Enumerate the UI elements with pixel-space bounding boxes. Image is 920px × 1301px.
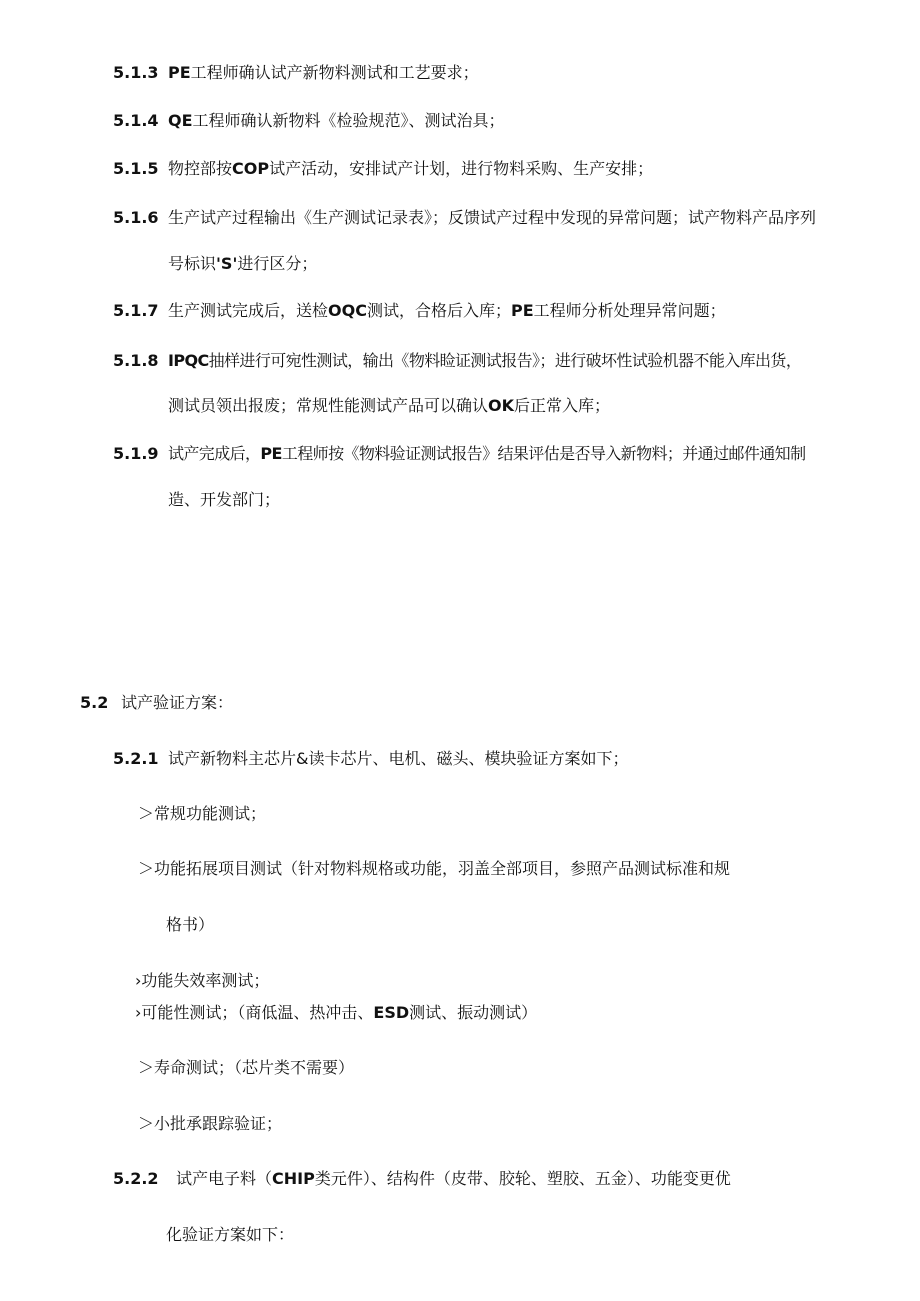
text: 试产完成后， — [168, 444, 261, 463]
text: 造、开发部门； — [168, 490, 281, 509]
subsection-text-5-2-2 — [176, 1168, 731, 1190]
text: 物控部按 — [168, 159, 233, 178]
item-text-5-1-8-cont — [168, 395, 610, 417]
text-bold: 'S' — [216, 254, 238, 273]
text: 生产测试完成后，送检 — [168, 301, 329, 320]
item-text-5-1-8 — [168, 350, 801, 372]
text: 工程师确认新物料《检验规范》、测试治具； — [192, 111, 505, 130]
text: 测试、振动测试） — [409, 1003, 538, 1022]
bullet-item — [135, 1002, 537, 1024]
item-text-5-1-9-cont — [168, 489, 280, 511]
item-number-5-1-6: 5.1.6 — [113, 208, 159, 227]
item-text-5-1-7 — [168, 300, 726, 322]
subsection-number-5-2-1: 5.2.1 — [113, 749, 159, 768]
bullet-item: ＞常规功能测试； — [138, 804, 267, 823]
text: 工程师确认试产新物料测试和工艺要求； — [190, 63, 479, 82]
text: 工程师分析处理异常问题； — [533, 301, 726, 320]
text-bold: CHIP — [272, 1169, 315, 1188]
section-number: 5.2 — [80, 693, 109, 712]
subsection-text-5-2-2-cont: 化验证方案如下： — [166, 1225, 295, 1244]
text: 类元件）、结构件（皮带、胶轮、塑胶、五金）、功能变更优 — [314, 1169, 731, 1188]
subsection-number-5-2-2: 5.2.2 — [113, 1169, 159, 1188]
text: 试产电子料（ — [176, 1169, 273, 1188]
item-number-5-1-9: 5.1.9 — [113, 444, 159, 463]
bullet-item: ›功能失效率测试； — [135, 971, 270, 990]
text: 生产试产过程输出《生产测试记录表》；反馈试产过程中发现的异常问题；试产物料产品序列 — [168, 208, 817, 227]
text-bold: COP — [232, 159, 270, 178]
text: 号标识 — [168, 254, 217, 273]
item-number-5-1-8: 5.1.8 — [113, 351, 159, 370]
item-text-5-1-6-cont — [168, 253, 317, 275]
text: 测试，合格后入库； — [366, 301, 511, 320]
text: ›可能性测试；（商低温、热冲击、 — [135, 1003, 374, 1022]
text-bold: QE — [168, 111, 193, 130]
section-title: 试产验证方案： — [121, 693, 234, 712]
text-bold: PE — [260, 444, 282, 463]
item-number-5-1-4: 5.1.4 — [113, 111, 159, 130]
text-bold: PE — [510, 301, 534, 320]
text: 后正常入库； — [514, 396, 611, 415]
item-number-5-1-5: 5.1.5 — [113, 159, 159, 178]
bullet-item-cont: 格书） — [166, 915, 215, 934]
text: 测试员领出报废；常规性能测试产品可以确认 — [168, 396, 489, 415]
item-number-5-1-3: 5.1.3 — [113, 63, 159, 82]
item-text-5-1-6 — [168, 207, 816, 229]
item-text-5-1-5 — [168, 158, 653, 180]
text-bold: OK — [488, 396, 515, 415]
item-text-5-1-3 — [168, 62, 479, 84]
item-text-5-1-9 — [168, 443, 805, 465]
item-number-5-1-7: 5.1.7 — [113, 301, 159, 320]
bullet-item: ＞功能拓展项目测试（针对物料规格或功能，羽盖全部项目，参照产品测试标准和规 — [138, 859, 731, 878]
text-bold: OQC — [328, 301, 367, 320]
item-text-5-1-4 — [168, 110, 505, 132]
text: 进行区分； — [237, 254, 318, 273]
text-bold: ESD — [373, 1003, 410, 1022]
text-bold: PE — [168, 63, 191, 82]
bullet-item: ＞寿命测试；（芯片类不需要） — [138, 1058, 355, 1077]
bullet-item: ＞小批承跟踪验证； — [138, 1114, 283, 1133]
text: 工程师按《物料验证测试报告》结果评估是否导入新物料；并通过邮件通知制 — [281, 444, 806, 463]
subsection-text-5-2-1: 试产新物料主芯片&读卡芯片、电机、磁头、模块验证方案如下； — [168, 749, 629, 768]
text: 试产活动，安排试产计划，进行物料采购、生产安排； — [269, 159, 654, 178]
text-bold: IPQC — [168, 351, 209, 370]
text: 抽样进行可宛性测试，输出《物料睑证测试报告》；进行破坏性试验机器不能入库出货， — [208, 351, 802, 370]
